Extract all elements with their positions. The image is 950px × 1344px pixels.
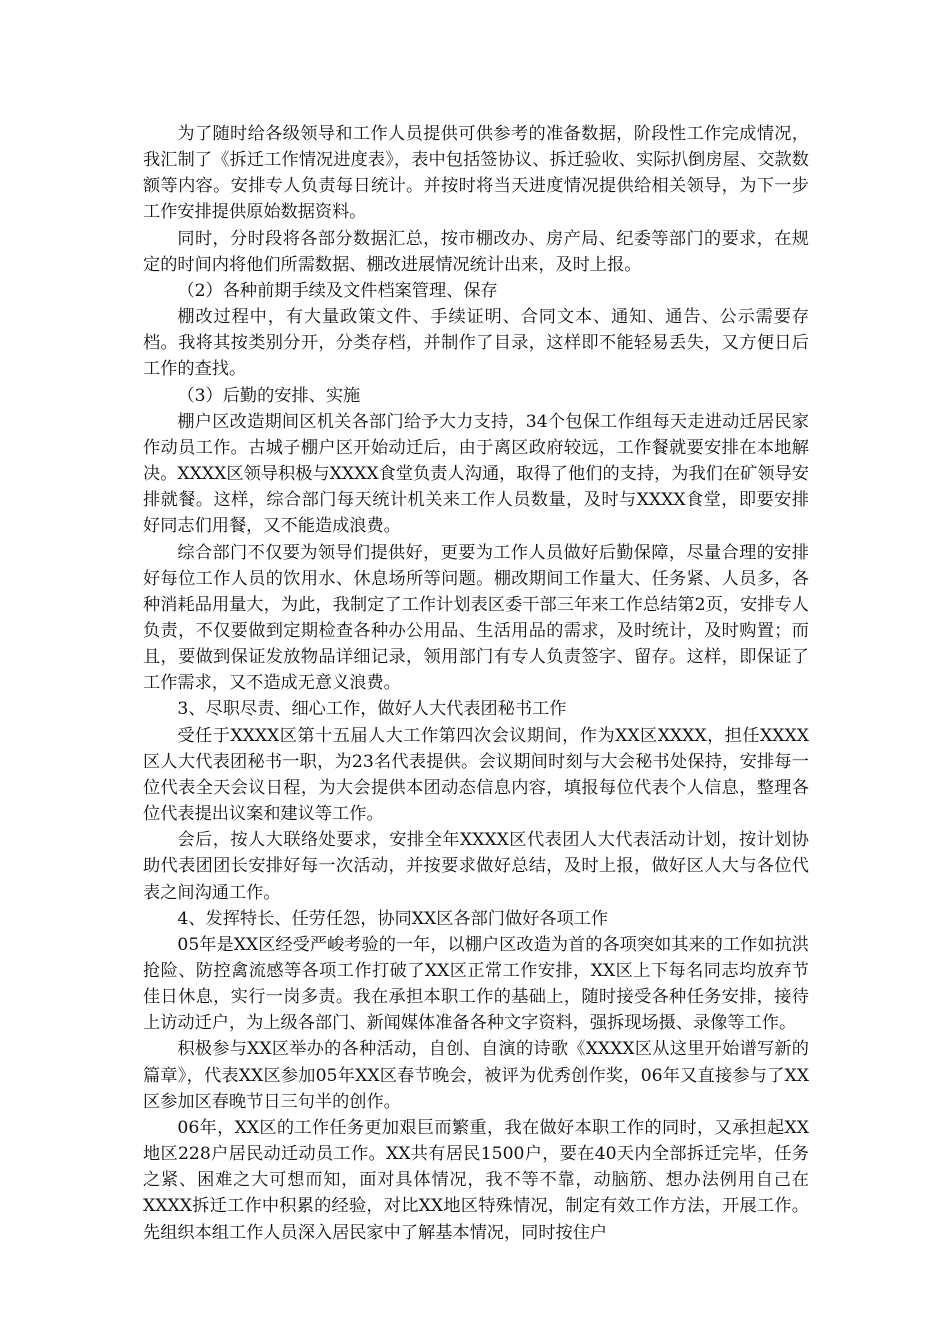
paragraph: 受任于XXXX区第十五届人大工作第四次会议期间，作为XX区XXXX，担任XXXX区人大代表团秘书一职，为23名代表提供。会议期间时刻与大会秘书处保持，安排每一位代表全天会议日程，为大会提供本团动态信息内容，填报每位代表个人信息，整理各位代表提出议案和建议等工作。 <box>143 725 809 825</box>
paragraph: 会后，按人大联络处要求，安排全年XXXX区代表团人大代表活动计划，按计划协助代表团团长安排好每一次活动，并按要求做好总结，及时上报，做好区人大与各位代表之间沟通工作。 <box>143 830 809 903</box>
paragraph: 为了随时给各级领导和工作人员提供可供参考的准备数据，阶段性工作完成情况，我汇制了《拆迁工作情况进度表》，表中包括签协议、拆迁验收、实际扒倒房屋、交款数额等内容。安排专人负责每日统计。并按时将当天进度情况提供给相关领导，为下一步工作安排提供原始数据资料。 <box>143 124 809 223</box>
section-heading: 3、尽职尽责、细心工作，做好人大代表团秘书工作 <box>177 699 567 720</box>
paragraph: 05年是XX区经受严峻考验的一年，以棚户区改造为首的各项突如其来的工作如抗洪抢险、防控禽流感等各项工作打破了XX区正常工作安排，XX区上下每名同志均放弃节佳日休息，实行一岗多责。我在承担本职工作的基础上，随时接受各种任务安排，接待上访动迁户，为上级各部门、新闻媒体准备各种文字资料，强拆现场摄、录像等工作。 <box>143 934 809 1034</box>
paragraph: 06年，XX区的工作任务更加艰巨而繁重，我在做好本职工作的同时，又承担起XX地区228户居民动迁动员工作。XX共有居民1500户，要在40天内全部拆迁完毕，任务之紧、困难之大可想而知，面对具体情况，我不等不靠，动脑筋、想办法例用自己在XXXX拆迁工作中积累的经验，对比XX地区特殊情况，制定有效工作方法，开展工作。先组织本组工作人员深入居民家中了解基本情况，同时按住户 <box>143 1117 809 1243</box>
section-heading: （2）各种前期手续及文件档案管理、保存 <box>177 280 498 301</box>
section-heading: （3）后勤的安排、实施 <box>177 385 361 406</box>
document-body <box>143 121 809 1246</box>
paragraph: 积极参与XX区举办的各种活动，自创、自演的诗歌《XXXX区从这里开始谱写新的篇章》，代表XX区参加05年XX区春节晚会，被评为优秀创作奖，06年又直接参与了XX区参加区春晚节日三句半的创作。 <box>143 1039 809 1112</box>
section-heading: 4、发挥特长、任劳任怨，协同XX区各部门做好各项工作 <box>177 908 609 929</box>
paragraph: 同时，分时段将各部分数据汇总，按市棚改办、房产局、纪委等部门的要求，在规定的时间内将他们所需数据、棚改进展情况统计出来，及时上报。 <box>143 228 809 275</box>
paragraph: 综合部门不仅要为领导们提供好，更要为工作人员做好后勤保障，尽量合理的安排好每位工作人员的饮用水、休息场所等问题。棚改期间工作量大、任务紧、人员多，各种消耗品用量大，为此，我制定了工作计划表区委干部三年来工作总结第2页，安排专人负责，不仅要做到定期检查各种办公用品、生活用品的需求，及时统计，及时购置；而且，要做到保证发放物品详细记录，领用部门有专人负责签字、留存。这样，即保证了工作需求，又不造成无意义浪费。 <box>143 542 809 694</box>
paragraph: 棚户区改造期间区机关各部门给予大力支持，34个包保工作组每天走进动迁居民家作动员工作。古城子棚户区开始动迁后，由于离区政府较远，工作餐就要安排在本地解决。XXXX区领导积极与XXXX食堂负责人沟通，取得了他们的支持，为我们在矿领导安排就餐。这样，综合部门每天统计机关来工作人员数量，及时与XXXX食堂，即要安排好同志们用餐，又不能造成浪费。 <box>143 411 809 537</box>
paragraph: 棚改过程中，有大量政策文件、手续证明、合同文本、通知、通告、公示需要存档。我将其按类别分开，分类存档，并制作了目录，这样即不能轻易丢失，又方便日后工作的查找。 <box>143 307 809 380</box>
